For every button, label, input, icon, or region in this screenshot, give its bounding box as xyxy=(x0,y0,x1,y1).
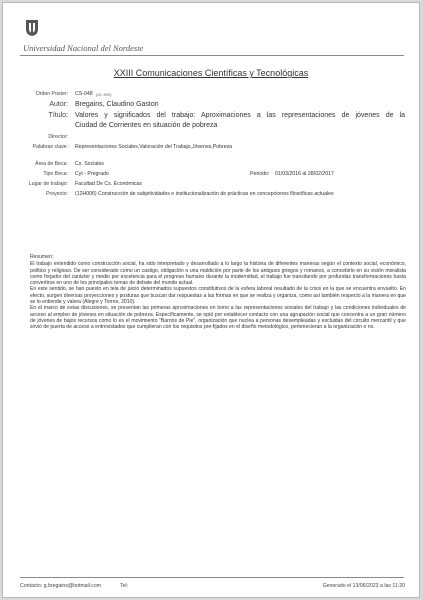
document-page xyxy=(2,2,420,598)
footer-divider xyxy=(20,577,404,578)
autor-label: Autor: xyxy=(49,101,68,108)
proyecto-label: Proyecto: xyxy=(46,191,68,197)
palabras-label: Palabras clave: xyxy=(32,144,68,150)
area-label: Área de Beca: xyxy=(35,161,68,167)
university-logo-icon xyxy=(25,19,39,37)
orden-label: Orden Poster: xyxy=(35,91,68,97)
palabras-value: Representaciones Sociales,Valoración del Trabajo,Jóvenes,Pobreza xyxy=(75,144,233,150)
header-divider xyxy=(20,55,404,56)
director-label: Director: xyxy=(48,134,68,140)
abstract-paragraph-2: En este sentido, se han puesto en tela de juicio determinados supuestos constitutivos de la esfera laboral resultado de la crisis en la que se encuentra envuelto. En efecto, surgen diversas proyecciones y posturas que buscan dar respuestas a las formas en que se realiza y organiza, como así también respecto a la manera en que se lo entiende y valora (Alegre y Torres, 2010). xyxy=(30,286,406,306)
orden-id: (ID: 893) xyxy=(96,92,112,97)
area-value: Cs. Sociales xyxy=(75,161,104,167)
orden-value: CS-048 xyxy=(75,91,93,97)
university-name: Universidad Nacional del Nordeste xyxy=(23,43,144,53)
lugar-value: Facultad De Cs. Económicas xyxy=(75,181,142,187)
footer-tel: Tel: xyxy=(120,583,129,589)
periodo-value: 01/03/2016 al 28/02/2017 xyxy=(275,171,334,177)
periodo-label: Periodo: xyxy=(250,171,270,177)
footer-contact: Contacto: g.bregains@hotmail.com xyxy=(20,583,102,589)
titulo-line1: Valores y significados del trabajo: Aproximaciones a las representaciones de jóvenes de la xyxy=(75,112,405,119)
proyecto-value: (12H006) Construcción de subjetividades e institucionalización de prácticas en concepciones filosóficas actuales xyxy=(75,191,334,197)
tipo-label: Tipo Beca: xyxy=(43,171,68,177)
abstract-paragraph-1: El trabajo entendido como construcción social, ha sido interpretado y desarrollado a lo largo la historia de diferentes maneras según el contexto social, económico, político y religioso. De ser considerado como un castigo, obligación o una maldición por parte de los antiguos griegos y romanos, a concebirlo en su visión moralista como forjador del carácter y medio por excelencia para el progreso humano durante la modernidad, el trabajo fue transitando por profundas transformaciones hasta convertirse en uno de los principales temas de debate del mundo actual. xyxy=(30,261,406,287)
autor-value: Bregains, Claudino Gaston xyxy=(75,101,159,108)
titulo-line2: Ciudad de Corrientes en situación de pobreza xyxy=(75,122,218,129)
abstract-paragraph-3: En el marco de estas discusiones, se presentan las primeras aproximaciones en torno a las representaciones sociales del trabajo y las condiciones individuales de acceso al empleo de jóvenes en situación de pobreza. Específicamente, se optó por establecer contacto con una agrupación social que concentra a un gran número de jóvenes de bajos recursos como lo es el movimiento "Barrios de Pie", organización que nuclea a personas desempleadas y excluidas del circuito mercantil y que sirvió de puerta de acceso a entrevistados que cumplieran con los requisitos pre-fijados en el diseño metodológico, pertenecieran a la organización o no. xyxy=(30,305,406,331)
abstract-heading: Resumen: xyxy=(30,254,54,260)
titulo-label: Título: xyxy=(48,112,68,119)
footer-generated: Generado el 13/06/2023 a las 11:20 xyxy=(322,583,405,589)
event-title: XXIII Comunicaciones Científicas y Tecnológicas xyxy=(113,68,309,78)
abstract xyxy=(30,254,406,331)
lugar-label: Lugar de trabajo: xyxy=(28,181,68,187)
tipo-value: Cyt - Pregrado xyxy=(75,171,109,177)
